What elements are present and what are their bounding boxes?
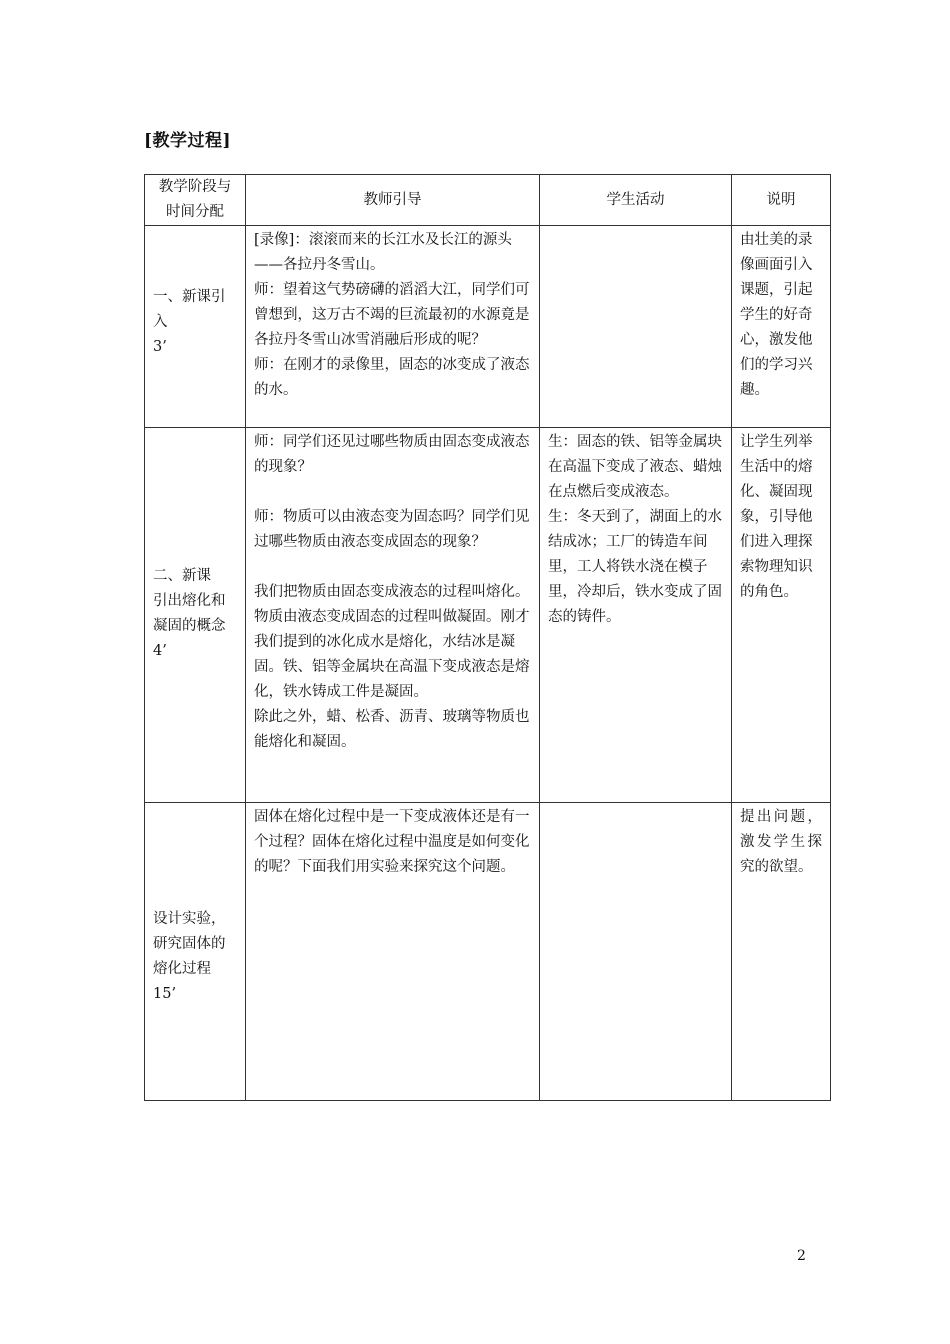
teacher-paragraph: 固体在熔化过程中是一下变成液体还是有一个过程？固体在熔化过程中温度是如何变化的呢？下面我们用实验来探究这个问题。: [254, 809, 530, 875]
stage-line: 一、新课引: [153, 289, 226, 305]
note-text: 提出问题，激发学生探究的欲望。: [740, 809, 822, 875]
page-number: 2: [797, 1248, 806, 1264]
stage-line: 3’: [153, 339, 167, 355]
teacher-paragraph: 我们把物质由固态变成液态的过程叫熔化。物质由液态变成固态的过程叫做凝固。刚才我们提到的冰化成水是熔化，水结冰是凝固。铁、铝等金属块在高温下变成液态是熔化，铁水铸成工件是凝固。: [254, 584, 530, 700]
section-title: [教学过程]: [144, 131, 232, 151]
stage-line: 二、新课: [153, 568, 211, 584]
teaching-process-table: [144, 174, 831, 1101]
stage-line: 引出熔化和: [153, 593, 226, 609]
stage-cell: [145, 226, 246, 428]
header-teacher: 教师引导: [246, 175, 540, 226]
table-row: [145, 226, 831, 428]
stage-cell: [145, 428, 246, 803]
table-row: [145, 803, 831, 1101]
student-paragraph: 生：固态的铁、铝等金属块在高温下变成了液态、蜡烛在点燃后变成液态。: [548, 434, 722, 500]
table-header-row: [145, 175, 831, 226]
student-cell: [540, 428, 732, 803]
teacher-cell: [246, 226, 540, 428]
header-note: 说明: [732, 175, 831, 226]
teacher-paragraph: [录像]：滚滚而来的长江水及长江的源头——各拉丹冬雪山。: [254, 232, 512, 273]
teacher-paragraph: 师：物质可以由液态变为固态吗？同学们见过哪些物质由液态变成固态的现象？: [254, 509, 530, 550]
note-cell: [732, 803, 831, 1101]
header-stage: [145, 175, 246, 226]
stage-cell: [145, 803, 246, 1101]
stage-line: 凝固的概念: [153, 618, 226, 634]
stage-line: 4’: [153, 643, 167, 659]
stage-line: 入: [153, 314, 168, 330]
student-paragraph: 生：冬天到了，湖面上的水结成冰；工厂的铸造车间里，工人将铁水浇在模子里，冷却后，铁水变成了固态的铸件。: [548, 509, 722, 625]
note-text: 让学生列举生活中的熔化、凝固现象，引导他们进入理探索物理知识的角色。: [740, 434, 813, 600]
student-cell: [540, 226, 732, 428]
teacher-paragraph: 除此之外，蜡、松香、沥青、玻璃等物质也能熔化和凝固。: [254, 709, 530, 750]
note-cell: [732, 226, 831, 428]
stage-line: 研究固体的: [153, 935, 226, 952]
stage-line: 15’: [153, 985, 177, 1002]
header-stage-label: 教学阶段与 时间分配: [158, 179, 232, 220]
teacher-paragraph: 师：望着这气势磅礴的滔滔大江，同学们可曾想到，这万古不竭的巨流最初的水源竟是各拉丹冬雪山冰雪消融后形成的呢？: [254, 282, 530, 348]
teacher-paragraph: 师：同学们还见过哪些物质由固态变成液态的现象？: [254, 434, 530, 475]
stage-line: 设计实验，: [153, 910, 226, 927]
note-text: 由壮美的录像画面引入课题，引起学生的好奇心，激发他们的学习兴趣。: [740, 232, 813, 398]
table-row: [145, 428, 831, 803]
teacher-paragraph: 师：在刚才的录像里，固态的冰变成了液态的水。: [254, 357, 530, 398]
stage-line: 熔化过程: [153, 960, 211, 977]
teacher-cell: [246, 803, 540, 1101]
student-cell: [540, 803, 732, 1101]
note-cell: [732, 428, 831, 803]
header-student: 学生活动: [540, 175, 732, 226]
teacher-cell: [246, 428, 540, 803]
